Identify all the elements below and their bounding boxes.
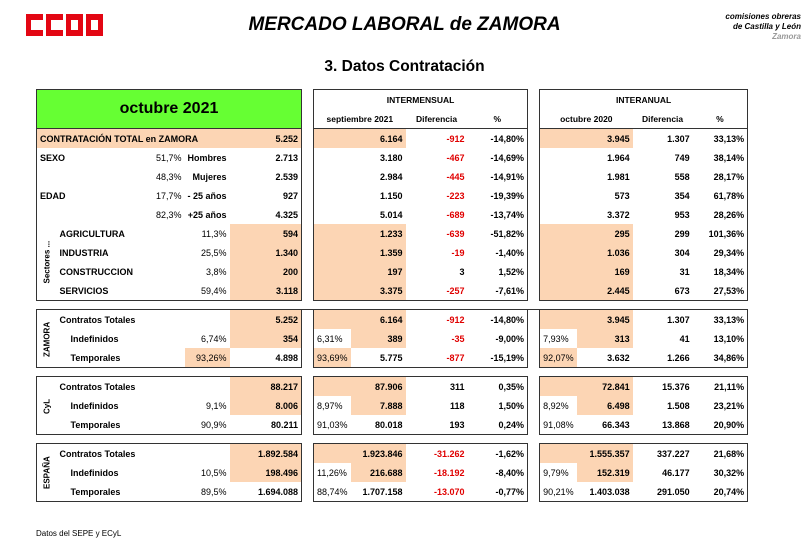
- row-label: - 25 años: [187, 190, 227, 201]
- ia-value: 313: [577, 329, 633, 348]
- ia-diferencia: 673: [633, 281, 693, 301]
- ia-diferencia: 15.376: [633, 377, 693, 397]
- im-value: 6.164: [314, 129, 406, 149]
- im-pct: -14,80%: [468, 129, 528, 149]
- row-value: 1.340: [230, 243, 302, 262]
- row-share: 6,74%: [201, 333, 227, 344]
- row-value: 5.252: [230, 310, 302, 330]
- im-pct: -51,82%: [468, 224, 528, 243]
- im-diferencia: -257: [406, 281, 468, 301]
- im-diferencia: 311: [406, 377, 468, 397]
- ia-pct: 30,32%: [693, 463, 748, 482]
- im-value: 1.923.846: [314, 444, 406, 464]
- row-share: 25,5%: [201, 247, 227, 258]
- prev-month-header: septiembre 2021: [314, 109, 406, 129]
- table-row: [37, 243, 748, 262]
- ia-value: 2.445: [540, 281, 633, 301]
- row-value: 354: [230, 329, 302, 348]
- row-share: 17,7%: [155, 190, 182, 201]
- row-share: 10,5%: [201, 467, 227, 478]
- im-share: 11,26%: [314, 463, 351, 482]
- cyl-label: CyL: [37, 377, 57, 435]
- im-diferencia: -13.070: [406, 482, 468, 502]
- row-share: 51,7%: [155, 152, 182, 163]
- im-share: 8,97%: [314, 396, 351, 415]
- ia-pct-header: %: [693, 109, 748, 129]
- ia-pct: 29,34%: [693, 243, 748, 262]
- table-row: [37, 281, 748, 301]
- ia-share: 7,93%: [540, 329, 577, 348]
- ia-diferencia: 749: [674, 152, 690, 163]
- table-row: [37, 129, 748, 149]
- header-row-1: [37, 90, 748, 110]
- im-share: 88,74%: [314, 482, 351, 502]
- ia-value: 1.036: [540, 243, 633, 262]
- row-share: 90,9%: [185, 415, 230, 435]
- im-pct: -9,00%: [468, 329, 528, 348]
- ia-diferencia: 304: [674, 247, 690, 258]
- im-pct: -14,80%: [468, 310, 528, 330]
- im-diferencia: -445: [446, 171, 465, 182]
- ia-diferencia: 1.307: [667, 133, 690, 144]
- im-value: 7.888: [351, 396, 406, 415]
- ia-diferencia: 558: [674, 171, 690, 182]
- table-row: [37, 224, 748, 243]
- im-value: 1.233: [314, 224, 406, 243]
- ia-diferencia: 337.227: [633, 444, 693, 464]
- row-label: +25 años: [187, 209, 227, 220]
- im-value: 87.906: [314, 377, 406, 397]
- im-diferencia: -912: [446, 133, 465, 144]
- ia-diferencia: 299: [674, 228, 690, 239]
- table-row: [37, 463, 748, 482]
- ia-diferencia: 13.868: [633, 415, 693, 435]
- im-diferencia: -18.192: [434, 467, 465, 478]
- table-row: [37, 310, 748, 330]
- im-value: 216.688: [351, 463, 406, 482]
- row-label: CONSTRUCCION: [59, 266, 133, 277]
- ia-pct: 27,53%: [693, 281, 748, 301]
- row-label: AGRICULTURA: [59, 228, 125, 239]
- org-city: Zamora: [772, 32, 801, 41]
- im-value: 3.375: [314, 281, 406, 301]
- ia-diferencia-header: Diferencia: [633, 109, 693, 129]
- im-pct: -13,74%: [468, 205, 528, 224]
- row-share: 89,5%: [185, 482, 230, 502]
- im-value: 3.180: [314, 148, 406, 167]
- im-diferencia: -31.262: [406, 444, 468, 464]
- im-pct-header: %: [468, 109, 528, 129]
- row-label: Temporales: [57, 415, 185, 435]
- ia-share: 92,07%: [540, 348, 577, 368]
- ia-value: 573: [540, 186, 633, 205]
- im-value: 197: [314, 262, 406, 281]
- prev-year-header: octubre 2020: [540, 109, 633, 129]
- group-label: EDAD: [37, 186, 137, 205]
- ia-diferencia: 46.177: [662, 467, 690, 478]
- ia-pct: 21,11%: [693, 377, 748, 397]
- ia-value: 295: [540, 224, 633, 243]
- im-pct: 0,35%: [468, 377, 528, 397]
- ia-pct: 23,21%: [693, 396, 748, 415]
- ia-value: 169: [540, 262, 633, 281]
- im-pct: 1,52%: [468, 262, 528, 281]
- row-label: Contratos Totales: [57, 310, 230, 330]
- table-row: [37, 148, 748, 167]
- im-pct: -14,91%: [468, 167, 528, 186]
- ia-diferencia: 291.050: [633, 482, 693, 502]
- ia-share: 9,79%: [540, 463, 577, 482]
- ia-diferencia: 354: [674, 190, 690, 201]
- im-pct: -19,39%: [468, 186, 528, 205]
- ia-value: 1.981: [540, 167, 633, 186]
- row-value: 2.713: [230, 148, 302, 167]
- im-value: 1.359: [314, 243, 406, 262]
- month-header: octubre 2021: [37, 90, 302, 129]
- ia-value: 6.498: [577, 396, 633, 415]
- ia-diferencia: 1.508: [667, 400, 690, 411]
- ia-diferencia: 953: [674, 209, 690, 220]
- ia-value: 3.945: [540, 310, 633, 330]
- im-value: 5.014: [314, 205, 406, 224]
- row-share: 11,3%: [201, 228, 227, 239]
- ia-diferencia: 31: [679, 266, 690, 277]
- table-row: [37, 396, 748, 415]
- row-share: 9,1%: [206, 400, 227, 411]
- intermensual-header: INTERMENSUAL: [314, 90, 528, 110]
- im-pct: -1,62%: [468, 444, 528, 464]
- im-diferencia: -877: [406, 348, 468, 368]
- ia-value: 66.343: [577, 415, 633, 435]
- row-share: 93,26%: [185, 348, 230, 368]
- ia-pct: 38,14%: [693, 148, 748, 167]
- table-row: [37, 482, 748, 502]
- ia-diferencia: 41: [679, 333, 690, 344]
- ia-pct: 61,78%: [693, 186, 748, 205]
- im-diferencia: -639: [446, 228, 465, 239]
- row-value: 594: [230, 224, 302, 243]
- im-diferencia: -689: [446, 209, 465, 220]
- contratacion-table: [36, 89, 748, 502]
- ia-value: 152.319: [577, 463, 633, 482]
- im-value: 1.707.158: [351, 482, 406, 502]
- row-value: 198.496: [230, 463, 302, 482]
- ia-pct: 33,13%: [693, 310, 748, 330]
- im-pct: -8,40%: [468, 463, 528, 482]
- row-label: Indefinidos: [70, 400, 119, 411]
- table-row: [37, 348, 748, 368]
- im-diferencia: -223: [446, 190, 465, 201]
- row-label: Indefinidos: [70, 467, 119, 478]
- org-line-2: de Castilla y León: [732, 22, 801, 31]
- ia-pct: 20,74%: [693, 482, 748, 502]
- ia-value: 3.372: [540, 205, 633, 224]
- im-pct: -15,19%: [468, 348, 528, 368]
- row-value: 200: [230, 262, 302, 281]
- row-value: 5.252: [230, 129, 302, 149]
- row-value: 88.217: [230, 377, 302, 397]
- table-row: [37, 167, 748, 186]
- row-label: Mujeres: [192, 171, 227, 182]
- row-share: 59,4%: [185, 281, 230, 301]
- table-row: [37, 415, 748, 435]
- ia-share: 90,21%: [540, 482, 577, 502]
- im-diferencia: 193: [406, 415, 468, 435]
- im-diferencia: 3: [459, 266, 465, 277]
- row-value: 3.118: [230, 281, 302, 301]
- im-value: 2.984: [314, 167, 406, 186]
- row-value: 1.892.584: [230, 444, 302, 464]
- row-value: 1.694.088: [230, 482, 302, 502]
- row-value: 4.898: [230, 348, 302, 368]
- row-label: INDUSTRIA: [59, 247, 109, 258]
- org-block: [725, 12, 801, 42]
- ia-value: 3.945: [540, 129, 633, 149]
- row-share: 48,3%: [155, 171, 182, 182]
- im-pct: -7,61%: [468, 281, 528, 301]
- table-row: [37, 262, 748, 281]
- org-line-1: comisiones obreras: [725, 12, 801, 21]
- im-value: 389: [351, 329, 406, 348]
- im-share: 6,31%: [314, 329, 351, 348]
- row-label: Temporales: [57, 482, 185, 502]
- im-value: 80.018: [351, 415, 406, 435]
- table-row: [37, 205, 748, 224]
- ia-pct: 21,68%: [693, 444, 748, 464]
- ia-pct: 18,34%: [693, 262, 748, 281]
- ia-pct: 13,10%: [693, 329, 748, 348]
- table-row: [37, 329, 748, 348]
- ia-pct: 28,26%: [693, 205, 748, 224]
- page-title: MERCADO LABORAL de ZAMORA: [248, 14, 561, 35]
- im-value: 5.775: [351, 348, 406, 368]
- im-diferencia: -912: [406, 310, 468, 330]
- ia-pct: 34,86%: [693, 348, 748, 368]
- espana-label: ESPAÑA: [37, 444, 57, 502]
- ia-pct: 20,90%: [693, 415, 748, 435]
- im-diferencia: -467: [446, 152, 465, 163]
- table-row: [37, 377, 748, 397]
- ia-share: 8,92%: [540, 396, 577, 415]
- im-share: 93,69%: [314, 348, 351, 368]
- ia-value: 1.555.357: [540, 444, 633, 464]
- ia-pct: 33,13%: [693, 129, 748, 149]
- row-label: Contratos Totales: [57, 377, 230, 397]
- ia-pct: 28,17%: [693, 167, 748, 186]
- row-label: Temporales: [57, 348, 185, 368]
- ia-diferencia: 1.307: [633, 310, 693, 330]
- ia-value: 1.403.038: [577, 482, 633, 502]
- table-row: [37, 444, 748, 464]
- im-pct: -0,77%: [468, 482, 528, 502]
- row-value: 927: [230, 186, 302, 205]
- row-label: Indefinidos: [70, 333, 119, 344]
- ia-value: 1.964: [540, 148, 633, 167]
- row-label: Contratos Totales: [57, 444, 230, 464]
- row-label: CONTRATACIÓN TOTAL en ZAMORA: [37, 129, 230, 149]
- ia-share: 91,08%: [540, 415, 577, 435]
- im-pct: 0,24%: [468, 415, 528, 435]
- im-diferencia: -19: [451, 247, 465, 258]
- section-subtitle: 3. Datos Contratación: [324, 58, 485, 75]
- zamora-label: ZAMORA: [37, 310, 57, 368]
- ia-pct: 101,36%: [693, 224, 748, 243]
- row-value: 8.006: [230, 396, 302, 415]
- row-label: SERVICIOS: [57, 281, 185, 301]
- interanual-header: INTERANUAL: [540, 90, 748, 110]
- ia-value: 3.632: [577, 348, 633, 368]
- group-label: SEXO: [37, 148, 137, 167]
- row-label: Hombres: [187, 152, 227, 163]
- table-row: [37, 186, 748, 205]
- im-pct: 1,50%: [468, 396, 528, 415]
- sectores-label: Sectores ...: [37, 224, 57, 301]
- row-value: 2.539: [230, 167, 302, 186]
- im-pct: -1,40%: [468, 243, 528, 262]
- row-value: 80.211: [230, 415, 302, 435]
- source-footer: Datos del SEPE y ECyL: [36, 529, 122, 538]
- im-value: 1.150: [314, 186, 406, 205]
- im-diferencia: -35: [451, 333, 465, 344]
- row-value: 4.325: [230, 205, 302, 224]
- im-value: 6.164: [314, 310, 406, 330]
- ia-value: 72.841: [540, 377, 633, 397]
- im-diferencia: 118: [450, 400, 465, 411]
- im-share: 91,03%: [314, 415, 351, 435]
- row-share: 82,3%: [155, 209, 182, 220]
- row-share: 3,8%: [206, 266, 227, 277]
- ia-diferencia: 1.266: [633, 348, 693, 368]
- im-diferencia-header: Diferencia: [406, 109, 468, 129]
- im-pct: -14,69%: [468, 148, 528, 167]
